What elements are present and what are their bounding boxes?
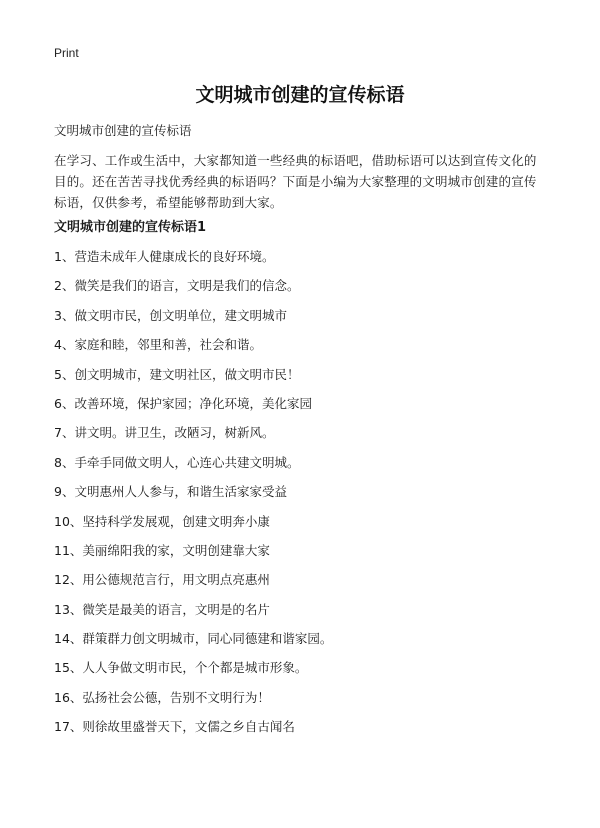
section-heading: 文明城市创建的宣传标语1: [54, 220, 207, 235]
list-item: 14、群策群力创文明城市，同心同德建和谐家园。: [54, 631, 333, 647]
list-item: 7、讲文明。讲卫生，改陋习，树新风。: [54, 425, 275, 441]
list-item: 12、用公德规范言行，用文明点亮惠州: [54, 572, 270, 588]
slogan-list: [54, 248, 554, 748]
list-item: 10、坚持科学发展观，创建文明奔小康: [54, 513, 270, 529]
list-item: 2、微笑是我们的语言，文明是我们的信念。: [54, 278, 300, 294]
list-item: 15、人人争做文明市民，个个都是城市形象。: [54, 660, 308, 676]
document-subtitle: 文明城市创建的宣传标语: [54, 123, 192, 138]
list-item: 6、改善环境，保护家园；净化环境，美化家园: [54, 395, 312, 411]
list-item: 11、美丽绵阳我的家，文明创建靠大家: [54, 542, 270, 558]
print-link[interactable]: Print: [54, 46, 79, 60]
page-title: 文明城市创建的宣传标语: [195, 84, 405, 106]
list-item: 8、手牵手同做文明人，心连心共建文明城。: [54, 454, 300, 470]
list-item: 16、弘扬社会公德，告别不文明行为！: [54, 689, 270, 705]
list-item: 13、微笑是最美的语言，文明是的名片: [54, 601, 270, 617]
list-item: 1、营造未成年人健康成长的良好环境。: [54, 249, 275, 264]
list-item: 5、创文明城市，建文明社区，做文明市民！: [54, 366, 300, 382]
list-item: 17、则徐故里盛誉天下，文儒之乡自古闻名: [54, 719, 295, 735]
list-item: 4、家庭和睦，邻里和善，社会和谐。: [54, 337, 262, 353]
intro-paragraph: 在学习、工作或生活中，大家都知道一些经典的标语吧，借助标语可以达到宣传文化的目的。还在苦苦寻找优秀经典的标语吗？下面是小编为大家整理的文明城市创建的宣传标语，仅供参考，希望能够帮助到大家。: [54, 153, 537, 210]
list-item: 3、做文明市民，创文明单位，建文明城市: [54, 307, 287, 323]
list-item: 9、文明惠州人人参与，和谐生活家家受益: [54, 484, 287, 500]
